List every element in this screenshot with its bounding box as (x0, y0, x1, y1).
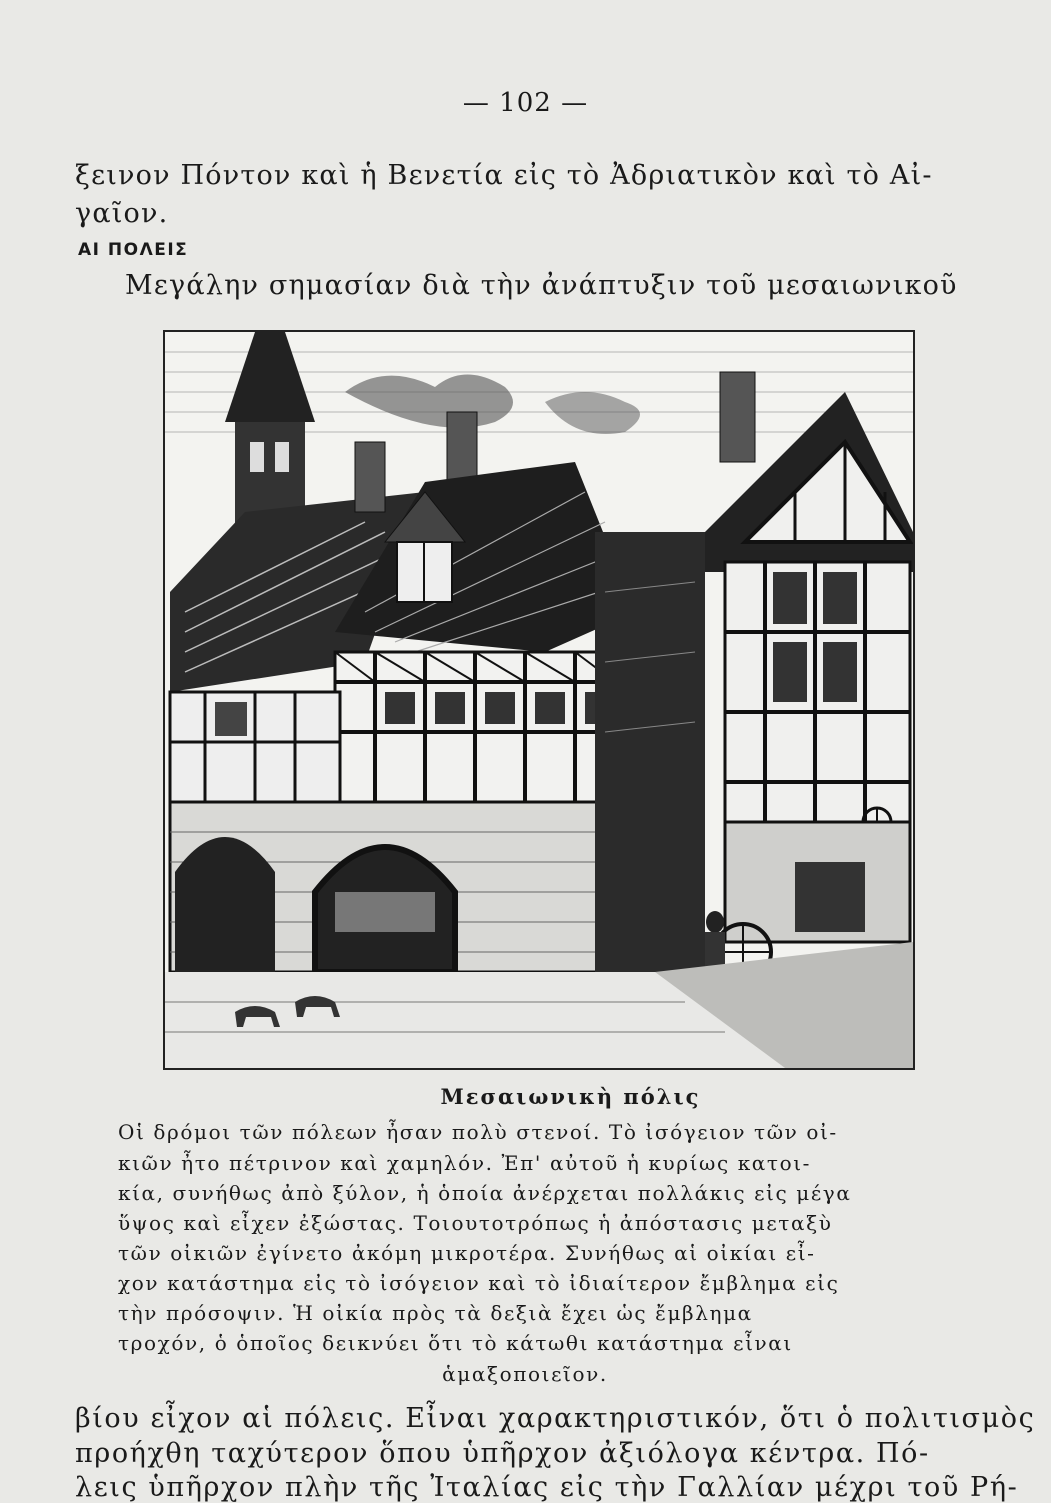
page-number: — 102 — (462, 88, 589, 118)
caption-line-8: τροχόν, ὁ ὁποῖος δεικνύει ὅτι τὸ κάτωθι κατάστημα εἶναι (118, 1331, 793, 1355)
caption-line-4: ὕψος καὶ εἶχεν ἐξώστας. Τοιουτοτρόπως ἡ ἀπόστασις μεταξὺ (118, 1211, 833, 1235)
caption-line-3: κία, συνήθως ἀπὸ ξύλον, ἡ ὁποία ἀνέρχεται πολλάκις εἰς μέγα (118, 1181, 852, 1205)
caption-line-5: τῶν οἰκιῶν ἐγίνετο ἀκόμη μικροτέρα. Συνήθως αἱ οἰκίαι εἶ- (118, 1241, 816, 1265)
text-line-2: γαῖον. (75, 198, 169, 229)
caption-line-2: κιῶν ἦτο πέτρινον καὶ χαμηλόν. Ἐπ' αὐτοῦ ἡ κυρίως κατοι- (118, 1151, 812, 1175)
figure-caption-title: Μεσαιωνικὴ πόλις (440, 1084, 701, 1109)
text-line-closing-2: προήχθη ταχύτερον ὅπου ὑπῆρχον ἀξιόλογα κέντρα. Πό- (75, 1438, 930, 1469)
caption-line-9: ἁμαξοποιεῖον. (442, 1362, 608, 1386)
section-first-line: Μεγάλην σημασίαν διὰ τὴν ἀνάπτυξιν τοῦ μεσαιωνικοῦ (125, 270, 958, 301)
caption-line-6: χον κατάστημα εἰς τὸ ἰσόγειον καὶ τὸ ἰδιαίτερον ἔμβλημα εἰς (118, 1271, 840, 1295)
medieval-town-illustration (163, 330, 915, 1070)
caption-line-7: τὴν πρόσοψιν. Ἡ οἰκία πρὸς τὰ δεξιὰ ἔχει ὡς ἔμβλημα (118, 1301, 753, 1325)
caption-line-1: Οἱ δρόμοι τῶν πόλεων ἦσαν πολὺ στενοί. Τὸ ἰσόγειον τῶν οἰ- (118, 1120, 838, 1144)
section-heading: ΑΙ ΠΟΛΕΙΣ (78, 240, 189, 260)
engraving-drawing (165, 332, 913, 1068)
text-line-1: ξεινον Πόντον καὶ ἡ Βενετία εἰς τὸ Ἀδριατικὸν καὶ τὸ Αἰ- (75, 160, 933, 191)
text-line-closing-3: λεις ὑπῆρχον πλὴν τῆς Ἰταλίας εἰς τὴν Γαλλίαν μέχρι τοῦ Ρή- (75, 1472, 1019, 1503)
text-line-closing-1: βίου εἶχον αἱ πόλεις. Εἶναι χαρακτηριστικόν, ὅτι ὁ πολιτισμὸς (75, 1403, 1036, 1434)
